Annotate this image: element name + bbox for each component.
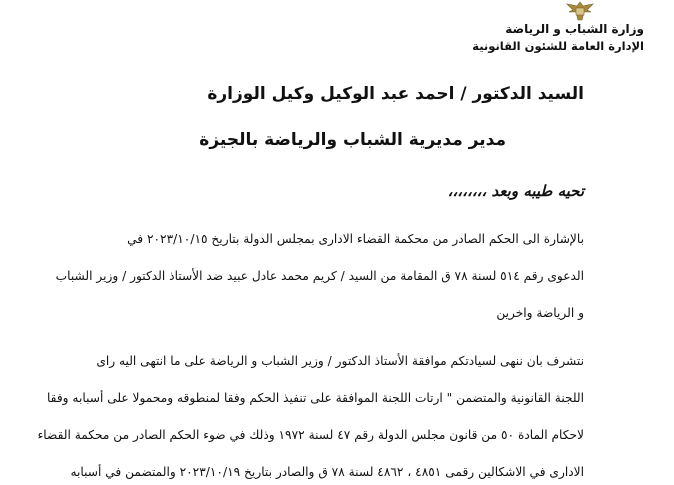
body-line: و الرياضة واخرين <box>496 306 584 320</box>
ministry-name: وزارة الشباب و الرياضة <box>505 22 644 36</box>
body-line: الادارى في الاشكالين رقمى ٤٨٥١ ، ٤٨٦٢ لسنة ٧٨ ق والصادر بتاريخ ٢٠٢٣/١٠/١٩ والمتضمن في أسبابه <box>70 465 584 479</box>
director-line: مدير مديرية الشباب والرياضة بالجيزة <box>199 130 506 150</box>
egypt-eagle-emblem-icon <box>560 0 600 22</box>
body-line: بالإشارة الى الحكم الصادر من محكمة القضاء الادارى بمجلس الدولة بتاريخ ٢٠٢٣/١٠/١٥ في <box>127 232 584 246</box>
greeting-line: تحيه طيبه وبعد ،،،،،،،، <box>447 182 584 200</box>
addressee-line <box>193 84 584 104</box>
body-line: لاحكام المادة ٥٠ من قانون مجلس الدولة رقم ٤٧ لسنة ١٩٧٢ وذلك في ضوء الحكم الصادر من محكمة القضاء <box>37 428 584 442</box>
department-name: الإدارة العامة للشئون القانونية <box>472 39 644 53</box>
addressee-title: وكيل الوزارة <box>207 84 315 104</box>
body-line: الدعوى رقم ٥١٤ لسنة ٧٨ ق المقامة من السيد / كريم محمد عادل عبيد ضد الأستاذ الدكتور / وزير الشباب <box>55 269 584 283</box>
body-line: اللجنة القانونية والمتضمن " ارتات اللجنة الموافقة على تنفيذ الحكم وفقا لمنطوقه ومحمولا على أسبابه وفقا <box>46 391 584 405</box>
body-line: نتشرف بان ننهى لسيادتكم موافقة الأستاذ الدكتور / وزير الشباب و الرياضة على ما انتهى اليه راى <box>96 354 584 368</box>
addressee-name: السيد الدكتور / احمد عبد الوكيل <box>320 84 584 104</box>
